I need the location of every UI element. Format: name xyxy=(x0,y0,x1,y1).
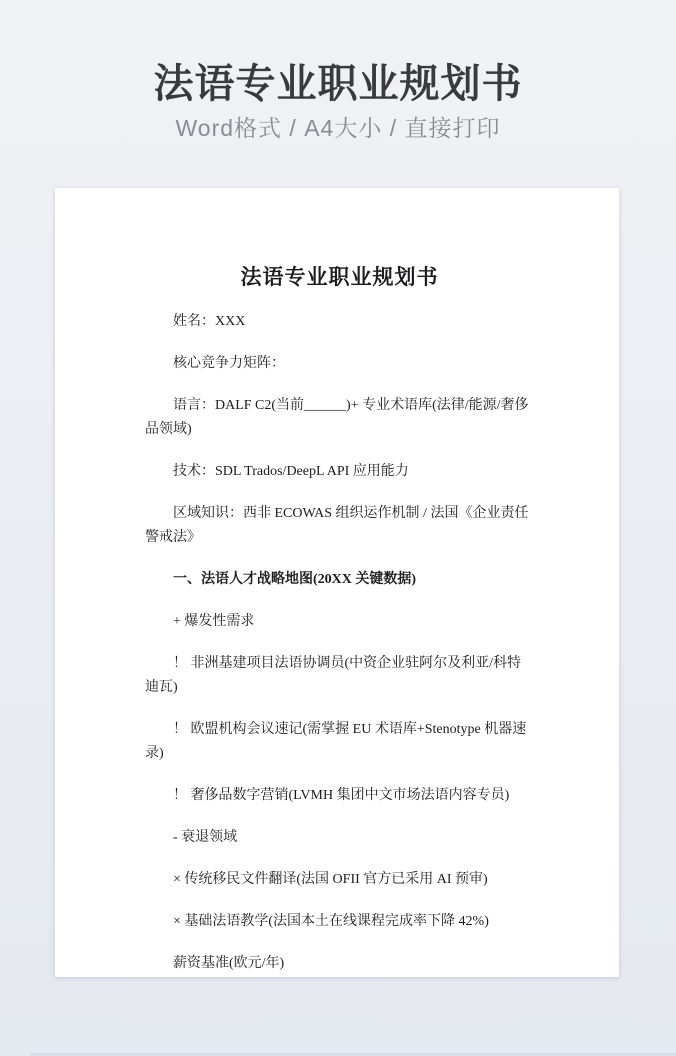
document-title: 法语专业职业规划书 xyxy=(240,265,439,289)
doc-paragraph-tech: 技术：SDL Trados/DeepL API 应用能力 xyxy=(173,464,409,479)
doc-paragraph-language: 语言：DALF C2(当前______)+ 专业术语库(法律/能源/奢侈品领域) xyxy=(145,398,529,437)
doc-paragraph-decline-item: × 基础法语教学(法国本土在线课程完成率下降 42%) xyxy=(173,914,489,929)
doc-paragraph-demand-item: ！ 奢侈品数字营销(LVMH 集团中文市场法语内容专员) xyxy=(173,788,510,803)
page-header xyxy=(0,0,676,141)
doc-paragraph-matrix-label: 核心竞争力矩阵： xyxy=(173,356,285,371)
doc-paragraph-demand-item: ！ 非洲基建项目法语协调员(中资企业驻阿尔及利亚/科特迪瓦) xyxy=(145,656,522,695)
doc-paragraph-demand-item: ！ 欧盟机构会议速记(需掌握 EU 术语库+Stenotype 机器速录) xyxy=(145,722,527,761)
doc-paragraph-demand-label: + 爆发性需求 xyxy=(173,614,255,629)
doc-paragraph-salary-label: 薪资基准(欧元/年) xyxy=(173,956,285,971)
document-content xyxy=(55,188,619,976)
doc-paragraph-name: 姓名：XXX xyxy=(173,314,246,329)
document-preview-page xyxy=(55,188,619,977)
page-title: 法语专业职业规划书 xyxy=(153,62,523,106)
doc-paragraph-decline-item: × 传统移民文件翻译(法国 OFII 官方已采用 AI 预审) xyxy=(173,872,488,887)
doc-paragraph-regional-knowledge: 区域知识：西非 ECOWAS 组织运作机制 / 法国《企业责任警戒法》 xyxy=(145,506,529,545)
doc-paragraph-decline-label: - 衰退领域 xyxy=(173,830,238,845)
page-subtitle: Word格式 / A4大小 / 直接打印 xyxy=(175,115,501,141)
doc-section-heading: 一、法语人才战略地图(20XX 关键数据) xyxy=(173,572,417,587)
